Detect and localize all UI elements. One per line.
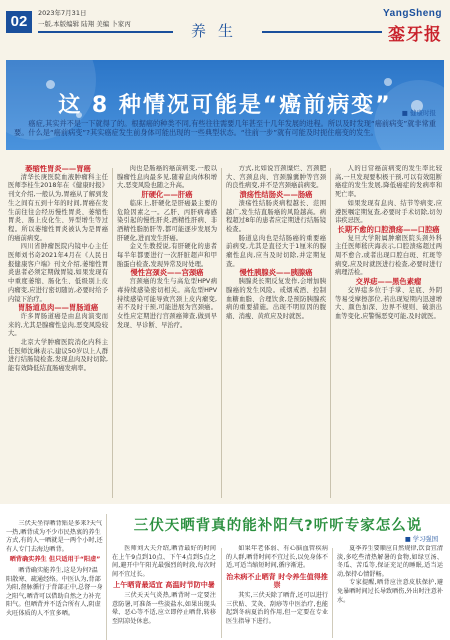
article-column-1 — [8, 165, 108, 499]
paragraph: 专家提醒,晒背应注意皮肤保护,避免暴晒时间过长导致晒伤,外出时注意补水。 — [337, 579, 443, 604]
subheading: 萎缩性胃炎——胃癌 — [25, 165, 91, 173]
second-article-column-1 — [112, 545, 216, 640]
article-source: ■ 健康时报 — [401, 109, 436, 117]
column-divider — [332, 548, 333, 638]
paragraph: 人的日常癌前病变的发生率比较高,一旦发现要积极干预,可以有效阻断癌症的发生发展,降低癌症的发病率和死亡率。 — [335, 165, 442, 199]
paragraph: 许多胃肠道癌是由息肉演变而来的,尤其是腺瘤性息肉,恶变风险较大。 — [8, 312, 108, 338]
column-divider — [221, 548, 222, 638]
paragraph: 夏季养生要顺应自然规律,饮食宜清淡,多吃些清热解暑的食物,如绿豆汤、冬瓜、苦瓜等,保证充足的睡眠,适当运动,保持心情舒畅。 — [337, 545, 443, 578]
article-column-2 — [117, 165, 217, 499]
paragraph: 胰腺炎长期反复发作,会增加胰腺癌的发生风险。戒烟戒酒、控制血糖血脂、合理饮食,是预防胰腺疾病的重要措施。出现不明原因的腹痛、消瘦、黄疸应及时就医。 — [226, 278, 326, 320]
paragraph: 交界痣多位于手掌、足底、外阴等易受摩擦部位,若出现短期内迅速增大、颜色加深、边界不规则、破溃出血等变化,应警惕恶变可能,及时就医。 — [335, 286, 442, 320]
paragraph: 医师刘大夫介绍,晒背最好的时间在上午9点到10点、下午4点到5点之间,避开中午阳光最强烈的时段,每次时间不宜过长。 — [112, 545, 216, 578]
paragraph: 肠道息肉也是结肠癌的重要癌前病变,尤其是直径大于1厘米的腺瘤性息肉,应当及时切除,并定期复查。 — [226, 234, 326, 268]
second-article-title: 三伏天晒背真的能补阳气?听听专家怎么说 — [133, 518, 423, 534]
second-article-source: ■ 学习强国 — [404, 536, 438, 543]
page-header — [0, 0, 450, 52]
article-column-3 — [226, 165, 326, 499]
paragraph: 临床上,肝硬化是肝癌最主要的危险因素之一。乙肝、丙肝病毒感染引起的慢性肝炎,酒精性肝病、非酒精性脂肪肝等,都可能逐步发展为肝硬化,进而发生肝癌。 — [117, 199, 217, 242]
paragraph: 肉也是肠癌的癌前病变,一般以腺瘤性息肉最多见,随着息肉体积增大,恶变风险也随之升高。 — [117, 165, 217, 190]
paragraph: 复旦大学附属肿瘤医院头颈外科主任医师嵇庆海表示,口腔溃疡超过两周不愈合,或者出现口腔白斑、红斑等病变,应及时就医进行检查,必要时进行病理活检。 — [335, 234, 442, 277]
column-divider — [106, 514, 107, 640]
issue-date: 2023年7月31日 — [38, 9, 87, 17]
newspaper-logo: 銮牙报 — [388, 25, 442, 45]
column-divider — [330, 168, 331, 498]
subheading: 交界痣——黑色素瘤 — [355, 277, 422, 287]
subheading: 慢性宫颈炎——宫颈癌 — [130, 268, 204, 278]
paragraph: 方式,比如说宫颈糜烂、宫颈肥大、宫颈息肉、宫颈腺囊肿等宫颈的良性病变,并不是宫颈癌前病变。 — [226, 165, 326, 190]
paragraph: 溃疡性结肠炎病程越长、范围越广,发生结直肠癌的风险越高。病程超过8年的患者应定期进行结肠镜检查。 — [226, 199, 326, 233]
paragraph: 三伏天坐得晒背贴是多来?天气一热,晒背成为不少市民热衷的养生方式,有的人一晒就是一两个小时,还有人专门去海边晒背。 — [6, 520, 103, 553]
column-divider — [221, 168, 222, 498]
paragraph: 三伏天天气炎热,晒背时一定要注意防暑,可准备一些淡盐水,如果出现头晕、恶心等不适,应立即停止晒背,转移至阴凉处休息。 — [112, 591, 216, 625]
paragraph: 宫颈癌的发生与高危型HPV病毒持续感染密切相关。高危型HPV持续感染可能导致宫颈上皮内瘤变,若不及时干预,可能进展为宫颈癌。女性应定期进行宫颈癌筛查,做到早发现、早诊断、早治疗。 — [117, 278, 217, 329]
article-lede: 癌症,其实并不是一下就得了的。根据癌的种类不同,有些往往需要几年甚至十几年发展的进程。所以及时发现“癌前病变”就非常重要。什么是“癌前病变”?其实癌症发生前身体可能出现的一些典型状态。“往前一步”就有可能及时扼住癌变的发生。 — [14, 119, 436, 138]
paragraph: 北京大学肿瘤医院消化内科主任医师沈琳表示,建议50岁以上人群进行结肠镜检查,发现息肉及时切除,能有效降低结直肠癌发病率。 — [8, 339, 108, 373]
paragraph: 其实,三伏天除了晒背,还可以进行三伏贴、艾灸、刮痧等中医治疗,也能起到冬病夏治的作用,但一定要在专业医生指导下进行。 — [226, 591, 328, 625]
paragraph: 如果发现有息肉、结节等病变,应遵医嘱定期复查,必要时手术切除,切勿讳疾忌医。 — [335, 199, 442, 225]
subheading: 慢性胰腺炎——胰腺癌 — [239, 268, 313, 278]
second-article-column-2 — [226, 545, 328, 640]
subheading: 肝硬化——肝癌 — [141, 190, 193, 200]
header-rule-right — [262, 31, 382, 33]
paragraph: 晒背确实能养生,这是为何?温阳散寒、疏通经络。中医认为,背部为阳,督脉循行于背部正中,总督一身之阳气,晒背可以借助自然之力补充阳气。但晒背并不适合所有人,阴虚火旺体质的人不宜多晒。 — [6, 566, 103, 617]
subheading: 上午晒背最适宜 高温时节防中暑 — [113, 580, 215, 590]
second-article-sidebar — [6, 520, 104, 640]
article-column-4 — [335, 165, 442, 499]
subheading: 胃肠道息肉——胃肠道癌 — [17, 303, 99, 313]
page-number: 02 — [6, 11, 32, 33]
section-pinyin: YangSheng — [383, 8, 442, 19]
subheading: 溃疡性结肠炎——肠癌 — [239, 190, 313, 200]
paragraph: 金义生教授说,有肝硬化的患者每半年都要进行一次肝脏超声和甲胎蛋白检查,发现异常及时处理。 — [117, 243, 217, 268]
article-title: 这 8 种情况可能是“癌前病变” — [58, 93, 392, 118]
subheading: 治未病不止晒背 时令养生值得推崇 — [226, 571, 328, 590]
second-article-column-3 — [337, 545, 443, 640]
subheading: 长期不愈的口腔溃疡——口腔癌 — [337, 224, 440, 234]
banner-bubble — [384, 78, 392, 86]
paragraph: 清华长庚医院血液肿瘤科主任医师李桂生2018年在《健康时报》刊文介绍,一般认为,胃癌从了解到发生之间有五到十年的时间,胃癌在发生前往往会经历慢性胃炎、萎缩性胃炎、肠上皮化生、异型增生等过程。所以萎缩性胃炎被认为是胃癌的癌前病变。 — [8, 173, 108, 242]
section-title: 养生 — [190, 22, 245, 40]
paragraph: 如果年老体弱、有心脑血管疾病的人群,晒背时间不宜过长,以免身体不适,可适当缩短时间,循序渐进。 — [226, 545, 328, 570]
column-divider — [112, 168, 113, 498]
paragraph: 四川省肿瘤医院内镜中心主任医师刘书奇2021年4月在《人民日报健康客户端》刊文介绍,萎缩性胃炎患者必须定期做胃镜,如果发现有中重度萎缩、肠化生、低级别上皮内瘤变,应进行密切随访,必要时给予内镜下治疗。 — [8, 243, 108, 303]
editor-line: 一版,本版编辑 陆翔 美编 卜家丙 — [38, 20, 131, 28]
header-rule-left — [38, 31, 173, 33]
subheading: 晒背确实养生 但只适用于“阳虚” — [9, 556, 101, 564]
